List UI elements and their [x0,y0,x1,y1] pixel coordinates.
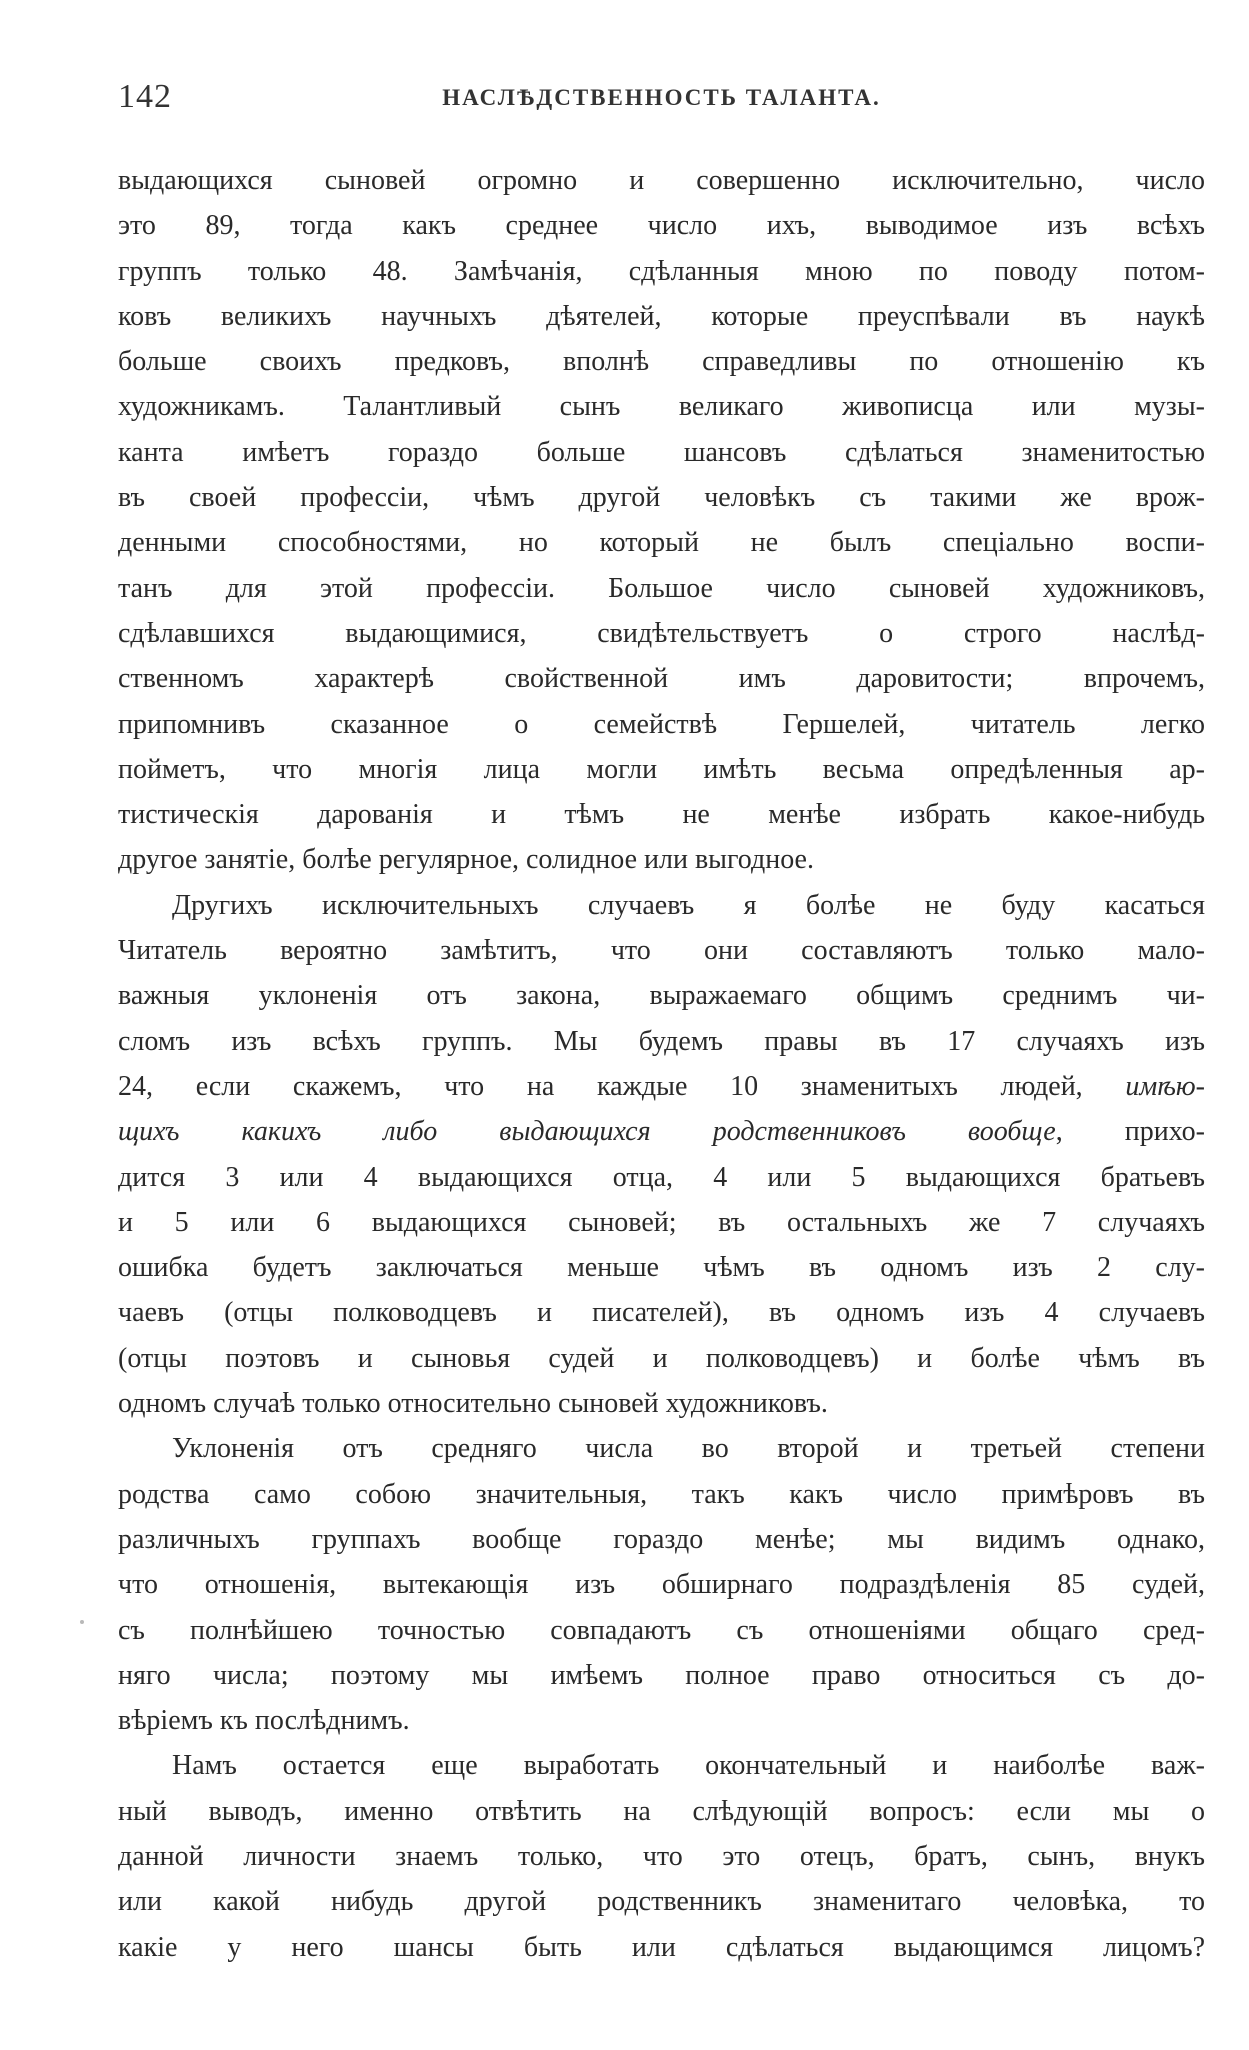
page-header [118,78,1205,118]
text-line: важныя уклоненія отъ закона, выражаемаго общимъ среднимъ чи- [118,980,1205,1012]
text-line: вѣріемъ къ послѣднимъ. [118,1705,410,1737]
running-title: НАСЛѢДСТВЕННОСТЬ ТАЛАНТА. [442,85,881,110]
paragraph-first-line: Другихъ исключительныхъ случаевъ я болѣе не буду касаться [172,889,1205,921]
emphasis-text: щихъ какихъ либо выдающихся родственниковъ вообще [118,1116,1056,1148]
text-line-with-emphasis [118,1064,1205,1109]
text-line: родства само собою значительныя, такъ какъ число примѣровъ въ [118,1478,1205,1510]
emphasis-text: имѣю- [1125,1070,1205,1102]
text-line: или какой нибудь другой родственникъ знаменитаго человѣка, то [118,1886,1205,1918]
text-line: данной личности знаемъ только, что это отецъ, братъ, сынъ, внукъ [118,1840,1205,1872]
text-line: и 5 или 6 выдающихся сыновей; въ остальныхъ же 7 случаяхъ [118,1206,1205,1238]
text-line: въ своей профессіи, чѣмъ другой человѣкъ съ такими же врож- [118,482,1205,514]
text-line: дится 3 или 4 выдающихся отца, 4 или 5 выдающихся братьевъ [118,1161,1205,1193]
text-line: сломъ изъ всѣхъ группъ. Мы будемъ правы въ 17 случаяхъ изъ [118,1025,1205,1057]
text-line: Читатель вероятно замѣтитъ, что они составляютъ только мало- [118,935,1205,967]
paragraph-first-line: Намъ остается еще выработать окончательный и наиболѣе важ- [172,1750,1205,1782]
text-line: ный выводъ, именно отвѣтить на слѣдующій вопросъ: если мы о [118,1795,1205,1827]
text-line-with-emphasis [118,1109,1205,1154]
text-line: какіе у него шансы быть или сдѣлаться выдающимся лицомъ? [118,1931,1205,1963]
text-run: , прихо- [1055,1116,1205,1148]
text-line: чаевъ (отцы полководцевъ и писателей), въ одномъ изъ 4 случаевъ [118,1297,1205,1329]
text-line: няго числа; поэтому мы имѣемъ полное право относиться съ до- [118,1659,1205,1691]
text-line: различныхъ группахъ вообще гораздо менѣе; мы видимъ однако, [118,1523,1205,1555]
text-line: это 89, тогда какъ среднее число ихъ, выводимое изъ всѣхъ [118,210,1205,242]
text-line: группъ только 48. Замѣчанія, сдѣланныя мною по поводу потом- [118,255,1205,287]
paragraph-first-line: Уклоненія отъ средняго числа во второй и третьей степени [172,1433,1205,1465]
text-line: денными способностями, но который не былъ спеціально воспи- [118,527,1205,559]
text-line: съ полнѣйшею точностью совпадаютъ съ отношеніями общаго сред- [118,1614,1205,1646]
paper-speck [80,1620,84,1624]
text-line: другое занятіе, болѣе регулярное, солидное или выгодное. [118,844,814,876]
text-line: выдающихся сыновей огромно и совершенно исключительно, число [118,165,1205,196]
text-run: 24, если скажемъ, что на каждые 10 знаменитыхъ людей, [118,1070,1126,1102]
text-line: тистическія дарованія и тѣмъ не менѣе избрать какое-нибудь [118,799,1205,831]
text-line: больше своихъ предковъ, вполнѣ справедливы по отношенію къ [118,346,1205,378]
text-line: танъ для этой профессіи. Большое число сыновей художниковъ, [118,572,1205,604]
text-line: художникамъ. Талантливый сынъ великаго живописца или музы- [118,391,1205,423]
text-line: сдѣлавшихся выдающимися, свидѣтельствуетъ о строго наслѣд- [118,617,1205,649]
text-line: ошибка будетъ заключаться меньше чѣмъ въ одномъ изъ 2 слу- [118,1252,1205,1284]
text-line: ковъ великихъ научныхъ дѣятелей, которые преуспѣвали въ наукѣ [118,300,1205,332]
text-line: одномъ случаѣ только относительно сыновей художниковъ. [118,1388,828,1420]
text-line: припомнивъ сказанное о семействѣ Гершелей, читатель легко [118,708,1205,740]
text-line: ственномъ характерѣ свойственной имъ даровитости; впрочемъ, [118,663,1205,695]
text-line: что отношенія, вытекающія изъ обширнаго подраздѣленія 85 судей, [118,1569,1205,1601]
page-number: 142 [118,78,172,115]
text-line: (отцы поэтовъ и сыновья судей и полководцевъ) и болѣе чѣмъ въ [118,1342,1205,1374]
text-line: пойметъ, что многія лица могли имѣть весьма опредѣленныя ар- [118,753,1205,785]
body-text [118,158,1205,1970]
text-line: канта имѣетъ гораздо больше шансовъ сдѣлаться знаменитостью [118,436,1205,468]
